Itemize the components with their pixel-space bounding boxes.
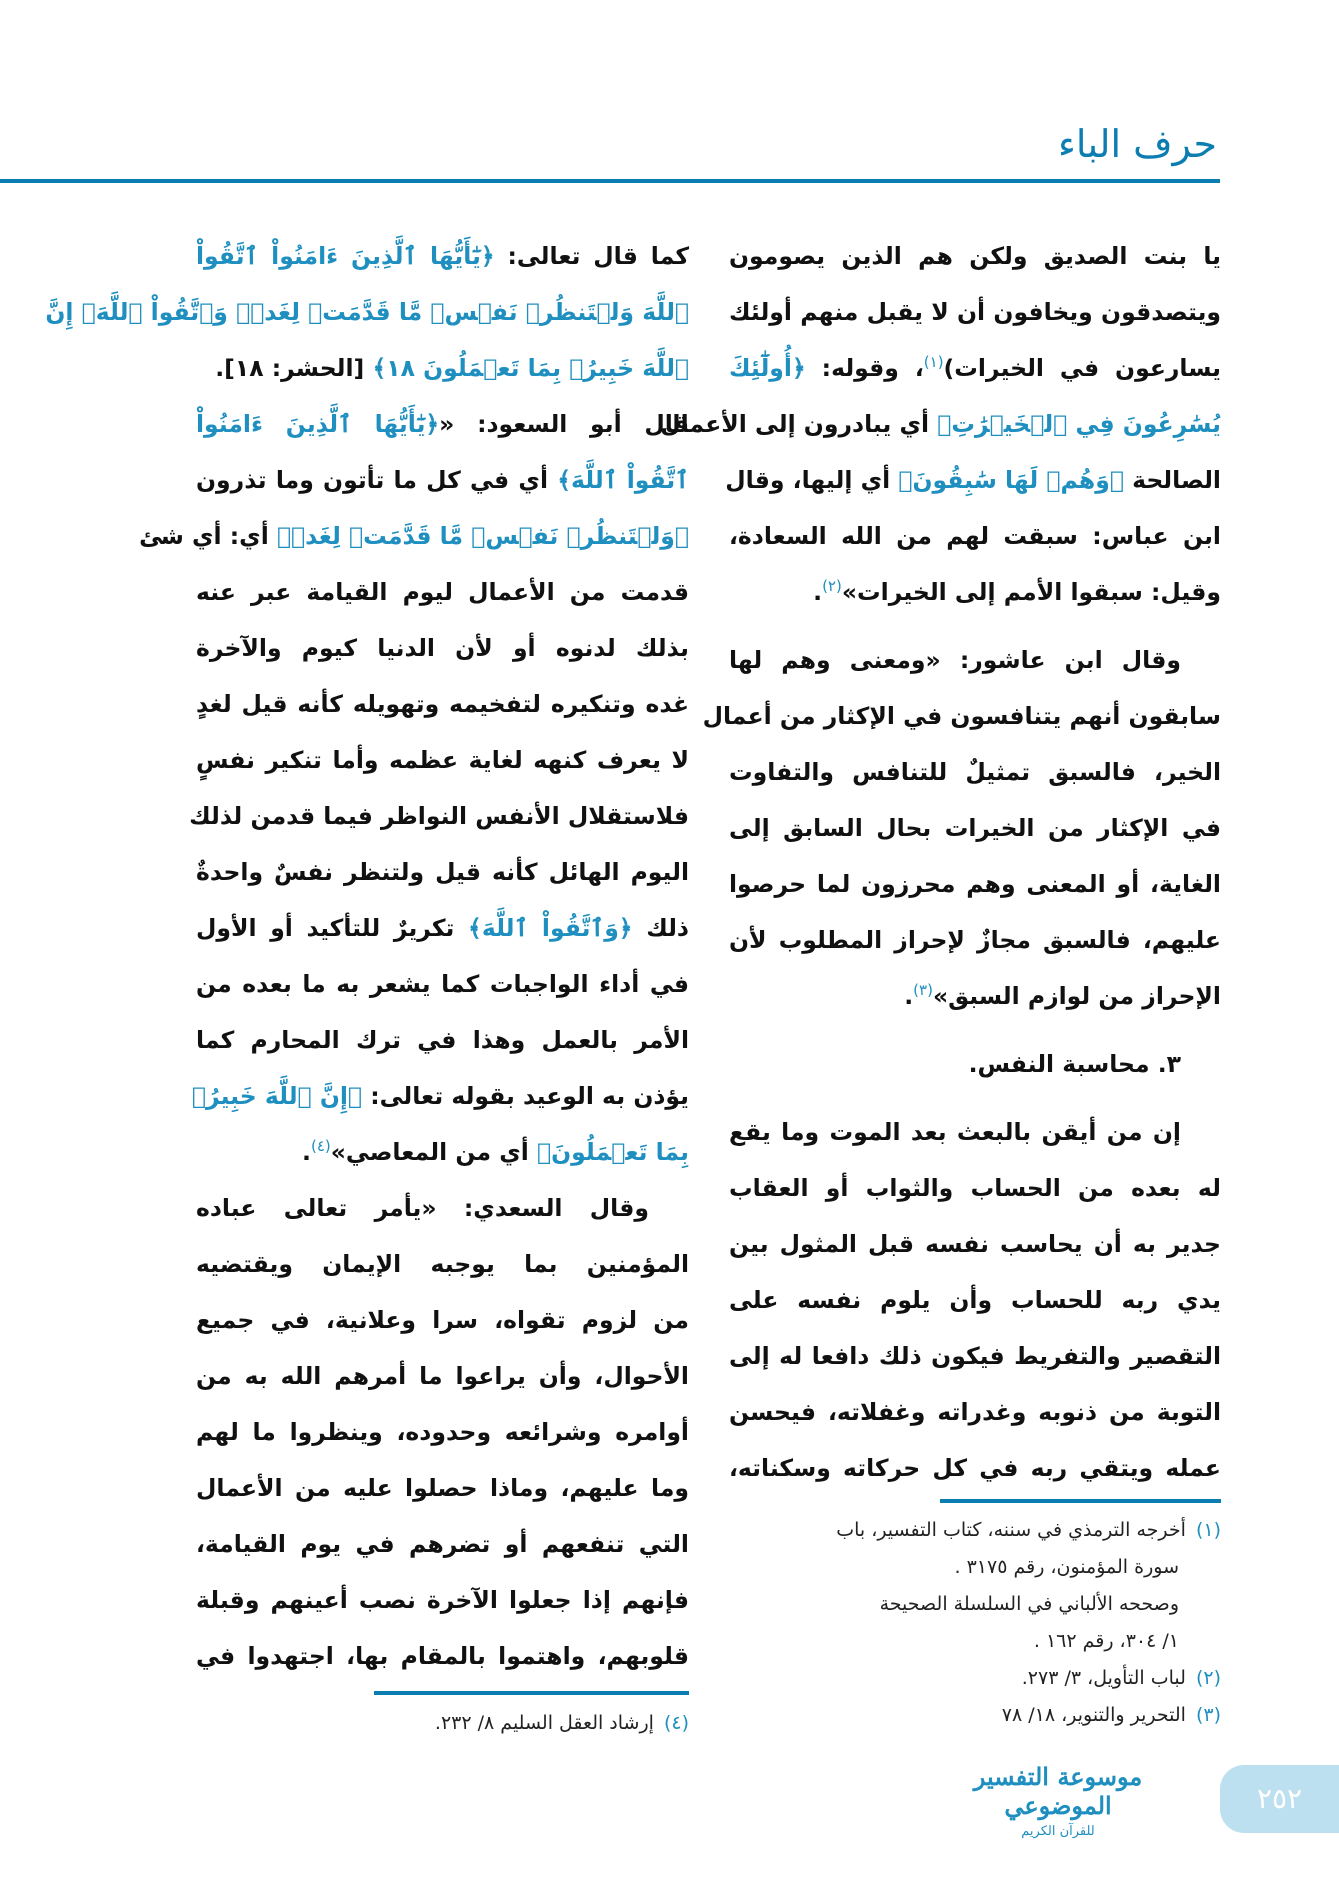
text-segment: في الإكثار من الخيرات بحال السابق إلى — [729, 814, 1221, 842]
text-segment: . — [904, 982, 914, 1010]
text-segment: الغاية، أو المعنى وهم محرزون لما حرصوا — [729, 870, 1221, 898]
text-segment: وقيل: سبقوا الأمم إلى الخيرات» — [841, 578, 1221, 606]
text-line — [729, 1160, 1221, 1216]
footnote-text: ١/ ٣٠٤، رقم ١٦٢ . — [1033, 1630, 1179, 1652]
text-line — [729, 1036, 1221, 1092]
footnote-ref: (١) — [923, 353, 944, 372]
quran-verse: ﴿يَٰٓأَيُّهَا ٱلَّذِينَ ءَامَنُواْ — [196, 410, 440, 438]
text-segment: فلاستقلال الأنفس النواظر فيما قدمن لذلك — [189, 802, 689, 830]
quran-verse: يُسَٰرِعُونَ فِي ٱلۡخَيۡرَٰتِ﴾ — [937, 410, 1221, 438]
text-line — [702, 688, 1221, 744]
text-segment: أي في كل ما تأتون وما تذرون — [196, 466, 558, 494]
footnote-line — [741, 1586, 1221, 1623]
text-line — [725, 452, 1221, 508]
text-line — [196, 1348, 689, 1404]
text-segment: ابن عباس: سبقت لهم من الله السعادة، — [729, 522, 1221, 550]
header-divider — [0, 179, 1220, 183]
text-segment: سابقون أنهم يتنافسون في الإكثار من أعمال — [702, 702, 1221, 730]
text-line — [196, 1124, 689, 1180]
text-segment: يدي ربه للحساب وأن يلوم نفسه على — [729, 1286, 1221, 1314]
text-line — [196, 1012, 689, 1068]
text-line — [196, 620, 689, 676]
text-segment: اليوم الهائل كأنه قيل ولتنظر نفسٌ واحدةٌ — [196, 858, 689, 886]
text-line — [196, 1460, 689, 1516]
footnote-line — [741, 1697, 1221, 1734]
quran-verse: ﴿يَٰٓأَيُّهَا ٱلَّذِينَ ءَامَنُواْ ٱتَّقُواْ — [196, 242, 495, 270]
text-segment: عليهم، فالسبق مجازٌ لإحراز المطلوب لأن — [729, 926, 1221, 954]
text-segment: إن من أيقن بالبعث بعد الموت وما يقع — [729, 1118, 1181, 1146]
quran-verse: ﴿وَلۡتَنظُرۡ نَفۡسٞ مَّا قَدَّمَتۡ لِغَدٖ﴾ — [276, 522, 689, 550]
text-line — [196, 340, 689, 396]
text-segment: عمله ويتقي ربه في كل حركاته وسكناته، — [729, 1454, 1221, 1482]
text-segment: لا يعرف كنهه لغاية عظمه وأما تنكير نفسٍ — [196, 746, 689, 774]
text-line — [729, 564, 1221, 620]
text-segment: قدمت من الأعمال ليوم القيامة عبر عنه — [196, 578, 689, 606]
text-line — [139, 508, 689, 564]
text-segment: . — [813, 578, 823, 606]
text-line — [729, 1216, 1221, 1272]
text-segment: وقال ابن عاشور: «ومعنى وهم لها — [729, 646, 1181, 674]
footnote-divider-right — [940, 1499, 1221, 1503]
text-line — [729, 340, 1221, 396]
footnote-line — [741, 1512, 1221, 1549]
footnote-number: (١) — [1195, 1519, 1221, 1541]
text-line — [196, 844, 689, 900]
footnote-divider-left — [374, 1691, 689, 1695]
text-line — [729, 1440, 1221, 1496]
text-line — [196, 228, 689, 284]
text-segment: وقال السعدي: «يأمر تعالى عباده — [196, 1194, 649, 1222]
text-segment: الصالحة — [1123, 466, 1221, 494]
text-segment: ٣. محاسبة النفس. — [968, 1050, 1181, 1078]
text-segment: ، وقوله: — [805, 354, 924, 382]
footnote-ref: (٤) — [310, 1137, 331, 1156]
text-segment: أي يبادرون إلى الأعمال — [660, 410, 938, 438]
logo-subtitle: للقرآن الكريم — [1021, 1824, 1095, 1839]
text-segment: قال أبو السعود: « — [439, 410, 689, 438]
text-segment: كما قال تعالى: — [494, 242, 689, 270]
logo-title: موسوعة التفسير الموضوعي — [973, 1762, 1143, 1820]
footnote-text: سورة المؤمنون، رقم ٣١٧٥ . — [954, 1556, 1179, 1578]
text-segment: الخير، فالسبق تمثيلٌ للتنافس والتفاوت — [729, 758, 1221, 786]
footnote-line — [741, 1623, 1221, 1660]
chapter-title: حرف الباء — [1058, 122, 1217, 166]
text-line — [729, 912, 1221, 968]
quran-verse: ﴿وَهُمۡ لَهَا سَٰبِقُونَ﴾ — [898, 466, 1124, 494]
footnote-line — [741, 1660, 1221, 1697]
text-line — [729, 1384, 1221, 1440]
text-line — [196, 1404, 689, 1460]
text-segment: غده وتنكيره لتفخيمه وتهويله كأنه قيل لغدٍ — [196, 690, 689, 718]
text-line — [191, 1068, 689, 1124]
footnote-ref: (٣) — [913, 981, 933, 1000]
text-line — [660, 396, 1221, 452]
text-line — [729, 968, 1221, 1024]
text-line — [729, 744, 1221, 800]
quran-verse: ﴿وَٱتَّقُواْ ٱللَّهَ﴾ — [468, 914, 633, 942]
quran-verse: ﴿إِنَّ ٱللَّهَ خَبِيرُۢ — [191, 1082, 363, 1110]
text-segment: التي تنفعهم أو تضرهم في يوم القيامة، — [196, 1530, 689, 1558]
text-line — [196, 1516, 689, 1572]
text-line — [45, 284, 689, 340]
text-segment: الأحوال، وأن يراعوا ما أمرهم الله به من — [196, 1362, 689, 1390]
footnotes-left — [209, 1705, 689, 1742]
quran-verse: ﴿أُولَٰٓئِكَ — [729, 354, 806, 382]
text-line — [196, 1180, 689, 1236]
text-segment: [الحشر: ١٨]. — [215, 354, 373, 382]
text-segment: ذلك — [632, 914, 689, 942]
text-line — [196, 956, 689, 1012]
text-segment: قلوبهم، واهتموا بالمقام بها، اجتهدوا في — [196, 1642, 689, 1670]
text-segment: التقصير والتفريط فيكون ذلك دافعا له إلى — [729, 1342, 1221, 1370]
text-line — [729, 284, 1221, 340]
text-segment: أي من المعاصي» — [330, 1138, 537, 1166]
text-line — [196, 1572, 689, 1628]
text-line — [729, 856, 1221, 912]
footnote-ref: (٢) — [822, 577, 842, 596]
text-line — [729, 1272, 1221, 1328]
quran-verse: ٱللَّهَ خَبِيرُۢ بِمَا تَعۡمَلُونَ ١٨﴾ — [372, 354, 689, 382]
footnote-number: (٣) — [1195, 1704, 1221, 1726]
text-line — [196, 1236, 689, 1292]
text-line — [189, 788, 689, 844]
text-line — [729, 508, 1221, 564]
quran-verse: بِمَا تَعۡمَلُونَ﴾ — [536, 1138, 689, 1166]
text-segment: فإنهم إذا جعلوا الآخرة نصب أعينهم وقبلة — [196, 1586, 689, 1614]
footnote-line — [741, 1549, 1221, 1586]
text-line — [729, 1104, 1221, 1160]
footnote-text: لباب التأويل، ٣/ ٢٧٣. — [1021, 1667, 1186, 1689]
footnote-text: إرشاد العقل السليم ٨/ ٢٣٢. — [434, 1712, 654, 1734]
text-segment: التوبة من ذنوبه وغدراته وغفلاته، فيحسن — [729, 1398, 1221, 1426]
text-line — [196, 452, 689, 508]
text-segment: له بعده من الحساب والثواب أو العقاب — [729, 1174, 1221, 1202]
quran-verse: ٱتَّقُواْ ٱللَّهَ﴾ — [557, 466, 689, 494]
text-segment: يؤذن به الوعيد بقوله تعالى: — [362, 1082, 689, 1110]
text-segment: ويتصدقون ويخافون أن لا يقبل منهم أولئك — [729, 298, 1221, 326]
text-segment: أي: أي شئ — [139, 522, 277, 550]
text-segment: المؤمنين بما يوجبه الإيمان ويقتضيه — [196, 1250, 689, 1278]
text-segment: بذلك لدنوه أو لأن الدنيا كيوم والآخرة — [196, 634, 689, 662]
text-line — [196, 564, 689, 620]
text-segment: أوامره وشرائعه وحدوده، وينظروا ما لهم — [196, 1418, 689, 1446]
text-line — [729, 228, 1221, 284]
text-line — [196, 732, 689, 788]
footnote-text: أخرجه الترمذي في سننه، كتاب التفسير، باب — [836, 1519, 1186, 1541]
text-line — [196, 1292, 689, 1348]
book-logo — [934, 1762, 1182, 1839]
text-segment: تكريرٌ للتأكيد أو الأول — [196, 914, 469, 942]
text-line — [729, 800, 1221, 856]
footnote-text: التحرير والتنوير، ١٨/ ٧٨ — [1001, 1704, 1186, 1726]
text-line — [729, 1328, 1221, 1384]
text-segment: الأمر بالعمل وهذا في ترك المحارم كما — [196, 1026, 689, 1054]
text-line — [196, 396, 689, 452]
footnotes-right — [741, 1512, 1221, 1734]
text-segment: جدير به أن يحاسب نفسه قبل المثول بين — [729, 1230, 1221, 1258]
text-segment: يسارعون في الخيرات) — [943, 354, 1221, 382]
left-text-column — [45, 228, 689, 1684]
text-line — [196, 676, 689, 732]
text-segment: وما عليهم، وماذا حصلوا عليه من الأعمال — [196, 1474, 689, 1502]
page-number: ٢٥٢ — [1220, 1765, 1339, 1833]
footnote-line — [209, 1705, 689, 1742]
text-line — [196, 1628, 689, 1684]
footnote-text: وصححه الألباني في السلسلة الصحيحة — [879, 1593, 1179, 1615]
text-segment: يا بنت الصديق ولكن هم الذين يصومون — [729, 242, 1221, 270]
right-text-column — [660, 228, 1221, 1496]
footnote-number: (٤) — [663, 1712, 689, 1734]
text-segment: الإحراز من لوازم السبق» — [932, 982, 1221, 1010]
text-segment: أي إليها، وقال — [725, 466, 899, 494]
text-line — [196, 900, 689, 956]
footnote-number: (٢) — [1195, 1667, 1221, 1689]
quran-verse: ٱللَّهَ وَلۡتَنظُرۡ نَفۡسٞ مَّا قَدَّمَتۡ لِغَدٖۖ وَٱتَّقُواْ ٱللَّهَۚ إِنَّ — [45, 298, 689, 326]
text-line — [729, 632, 1221, 688]
text-segment: . — [302, 1138, 311, 1166]
text-segment: من لزوم تقواه، سرا وعلانية، في جميع — [196, 1306, 689, 1334]
text-segment: في أداء الواجبات كما يشعر به ما بعده من — [196, 970, 689, 998]
